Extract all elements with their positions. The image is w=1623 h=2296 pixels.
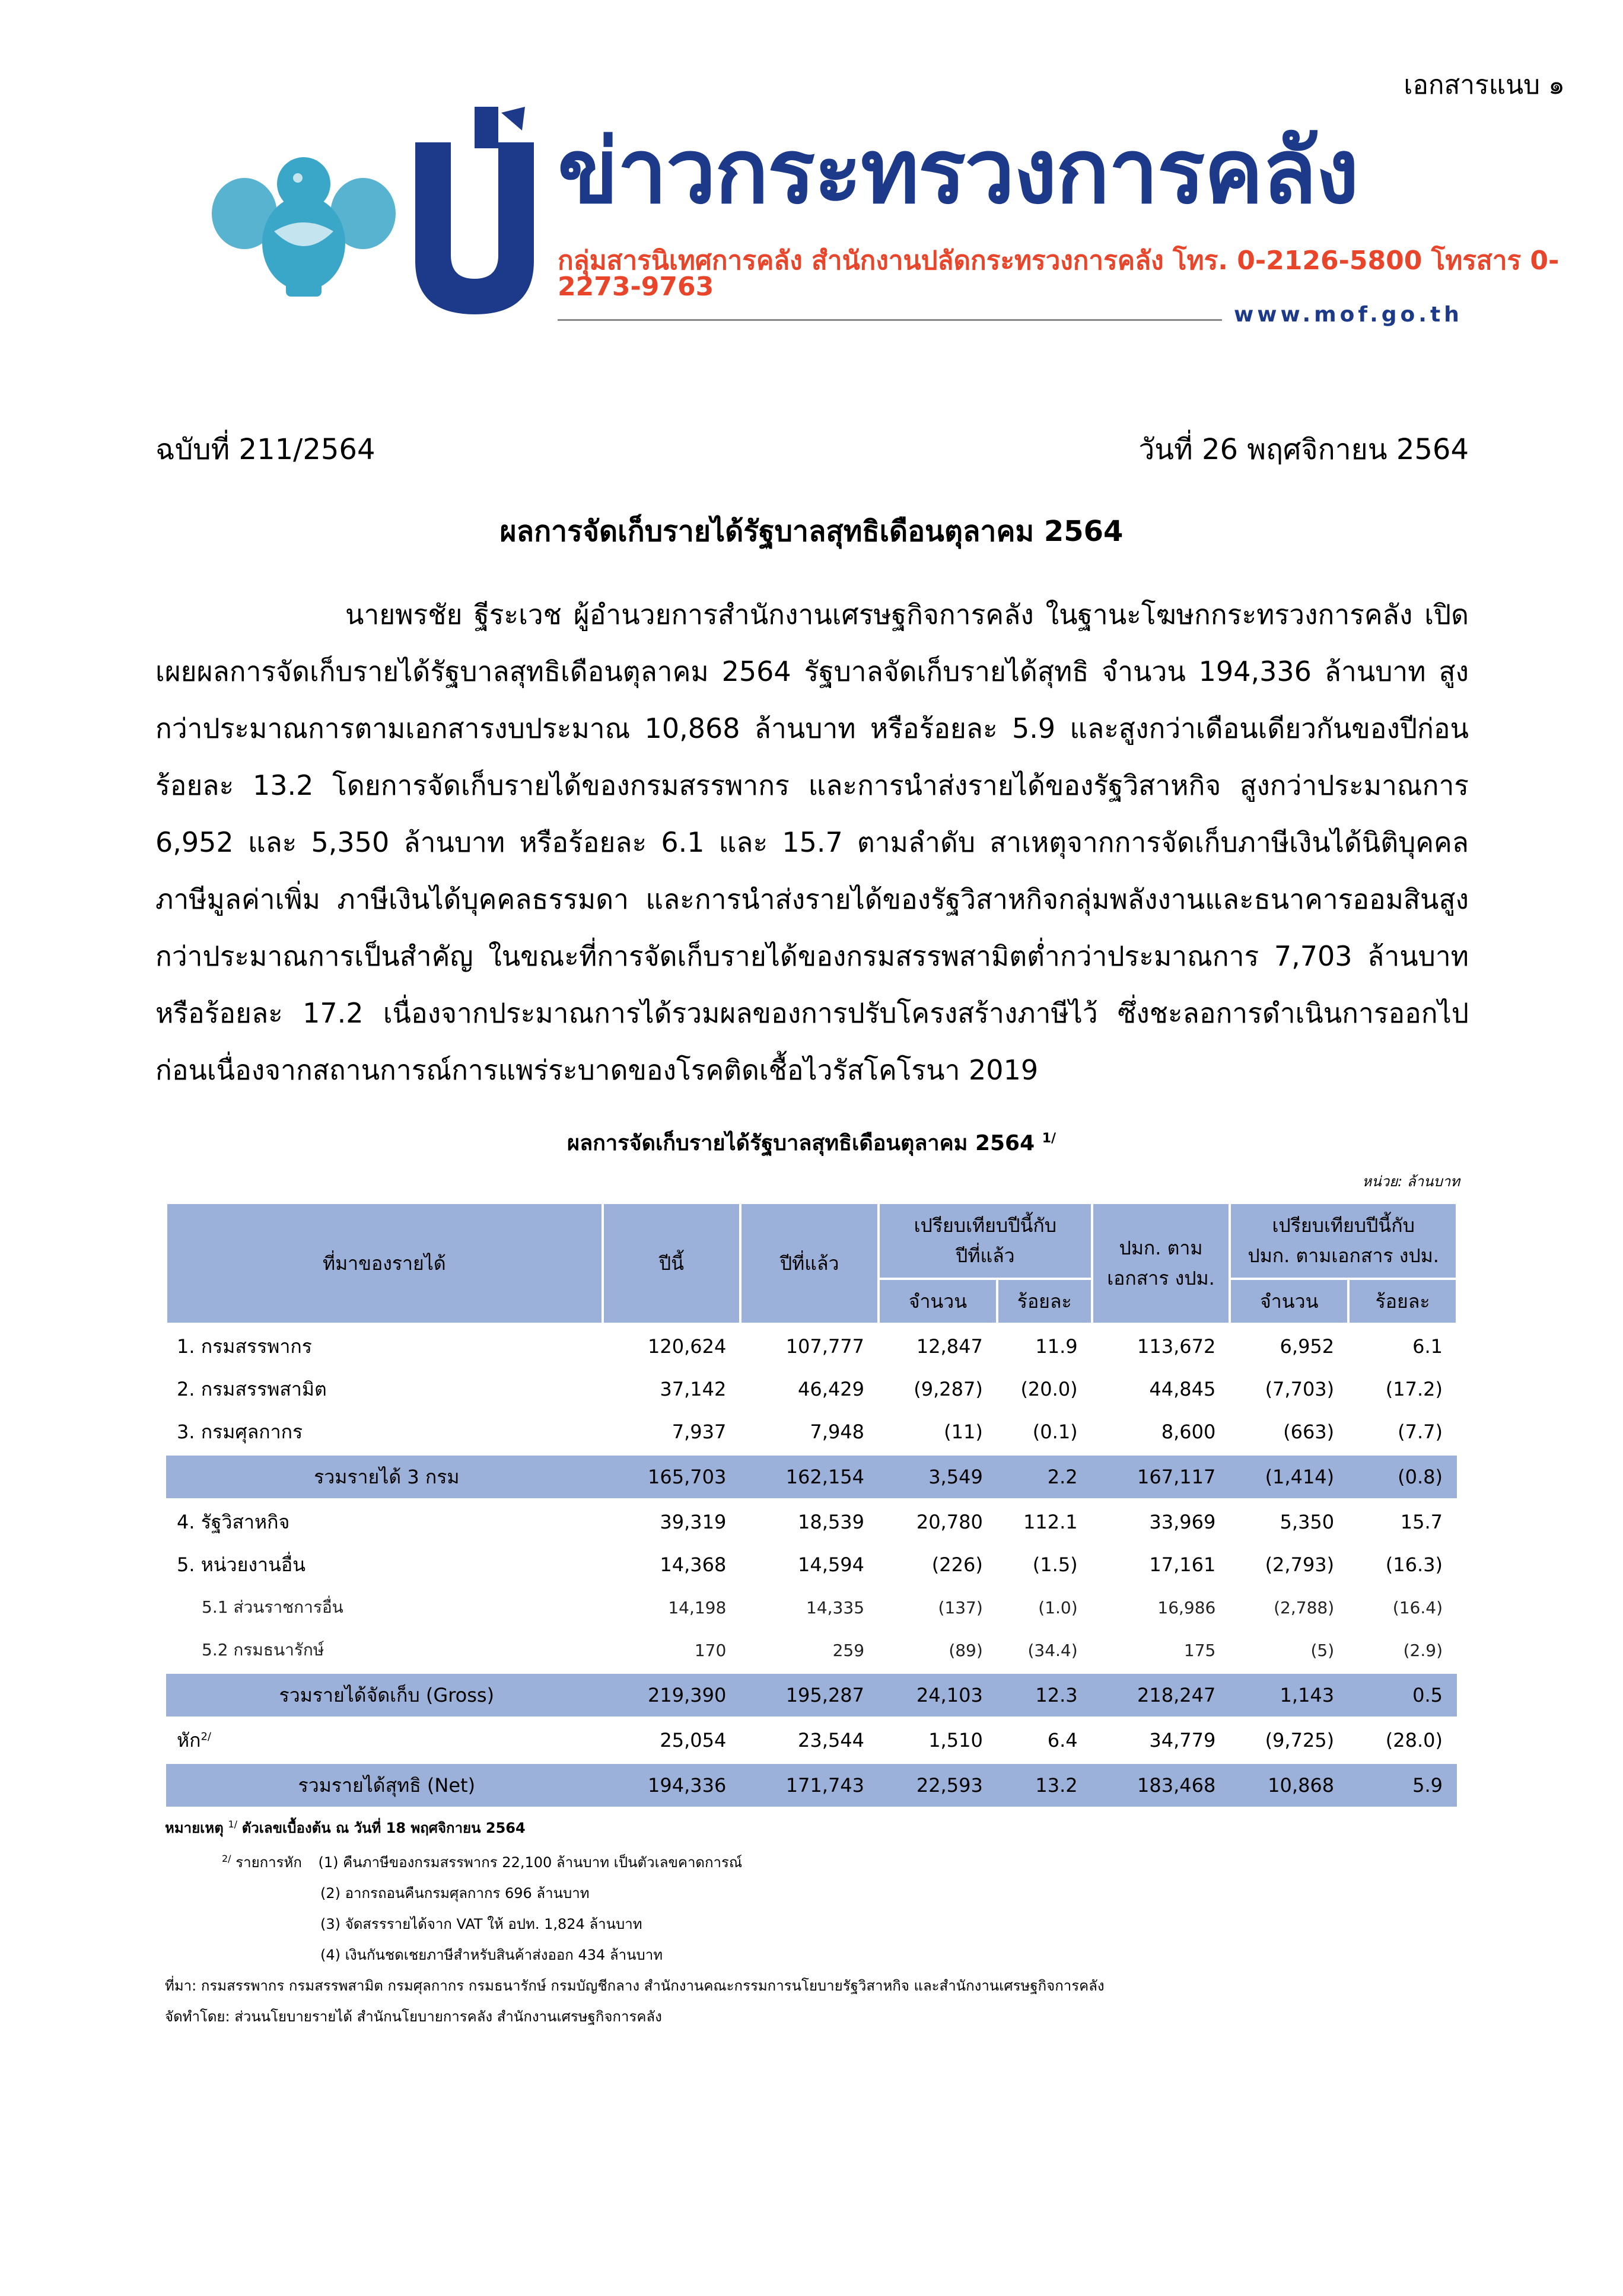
cell-value: (9,725) [1265, 1729, 1335, 1752]
cell-value: 22,593 [879, 1763, 997, 1808]
cell-value: 120,624 [647, 1335, 727, 1358]
body-paragraph [155, 586, 1469, 1098]
cell-value: 6.4 [1047, 1729, 1078, 1752]
cell-value: 10,868 [1230, 1763, 1348, 1808]
header-compare-estimate [1230, 1203, 1457, 1279]
page-title: ผลการจัดเก็บรายได้รัฐบาลสุทธิเดือนตุลาคม 2564 [499, 515, 1124, 548]
row-label [166, 1324, 603, 1368]
row-label-text: 5.1 ส่วนราชการอื่น [202, 1597, 343, 1617]
cell-value: 46,429 [798, 1378, 865, 1400]
row-label-text: 3. กรมศุลกากร [177, 1420, 303, 1443]
cell-value: (137) [938, 1597, 983, 1617]
cell-value: 16,986 [1157, 1597, 1216, 1617]
row-label [166, 1543, 603, 1586]
cell-value: (1,414) [1230, 1454, 1348, 1499]
cell-value: 44,845 [1149, 1378, 1216, 1400]
table-row [166, 1629, 1457, 1673]
cell-value: 5.9 [1348, 1763, 1457, 1808]
cell-value: (226) [931, 1553, 983, 1576]
cell-value: 14,594 [798, 1553, 865, 1576]
cell-value: (7,703) [1265, 1378, 1335, 1400]
cell-value: (2,793) [1265, 1553, 1335, 1576]
cell-value: (9,287) [914, 1378, 983, 1400]
masthead-glyph-icon [403, 107, 540, 320]
cell-value: 14,368 [660, 1553, 727, 1576]
row-label [166, 1368, 603, 1410]
remark-label: หมายเหตุ [165, 1820, 224, 1836]
cell-value: (1.5) [1032, 1553, 1078, 1576]
row-label [166, 1586, 603, 1629]
footnote-1 [165, 1809, 1105, 1843]
cell-value: 218,247 [1092, 1673, 1230, 1718]
masthead-url[interactable]: www.mof.go.th [1234, 302, 1463, 327]
header-percent-1: ร้อยละ [997, 1279, 1092, 1324]
row-label-text: หัก [177, 1728, 201, 1752]
cell-value: (7.7) [1398, 1421, 1443, 1443]
cell-value: (20.0) [1020, 1378, 1078, 1400]
cell-value: 17,161 [1149, 1553, 1216, 1576]
cell-value: (1.0) [1038, 1597, 1078, 1617]
cell-value: 219,390 [603, 1673, 741, 1718]
cell-value: 6.1 [1412, 1335, 1443, 1358]
cell-value: 195,287 [740, 1673, 879, 1718]
cell-value: 5,350 [1280, 1511, 1335, 1533]
cell-value: 1,143 [1230, 1673, 1348, 1718]
cell-value: 11.9 [1035, 1335, 1078, 1358]
cell-value: (28.0) [1385, 1729, 1443, 1752]
cell-value: 183,468 [1092, 1763, 1230, 1808]
table-row [166, 1718, 1457, 1763]
row-label [166, 1410, 603, 1454]
row-label-text: 2. กรมสรรพสามิต [177, 1377, 327, 1400]
footnote-2 [165, 1843, 1105, 1878]
issue-number: ฉบับที่ 211/2564 [155, 433, 375, 466]
row-label [166, 1673, 603, 1718]
header-amount-2: จำนวน [1230, 1279, 1348, 1324]
table-row [166, 1586, 1457, 1629]
footnotes [165, 1809, 1105, 2032]
row-label [166, 1499, 603, 1543]
cell-value: (89) [949, 1640, 983, 1660]
row-label-text: 4. รัฐวิสาหกิจ [177, 1510, 290, 1533]
table-row [166, 1368, 1457, 1410]
cell-value: 113,672 [1137, 1335, 1216, 1358]
header-estimate [1092, 1203, 1230, 1324]
header-percent-2: ร้อยละ [1348, 1279, 1457, 1324]
row-label [166, 1454, 603, 1499]
header-compare-last-line2: ปีที่แล้ว [956, 1244, 1015, 1267]
table-unit: หน่วย: ล้านบาท [1362, 1173, 1460, 1190]
masthead-title: ข่าวกระทรวงการคลัง [558, 120, 1358, 224]
cell-value: (16.4) [1392, 1597, 1443, 1617]
cell-value: 14,335 [806, 1597, 865, 1617]
note1-mark: 1/ [228, 1819, 238, 1830]
cell-value: 194,336 [603, 1763, 741, 1808]
cell-value: (34.4) [1027, 1640, 1078, 1660]
cell-value: (16.3) [1385, 1553, 1443, 1576]
table-title-text: ผลการจัดเก็บรายได้รัฐบาลสุทธิเดือนตุลาคม 2564 [567, 1131, 1035, 1155]
cell-value: 23,544 [798, 1729, 865, 1752]
table-row [166, 1543, 1457, 1586]
table-row [166, 1499, 1457, 1543]
cell-value: 171,743 [740, 1763, 879, 1808]
row-label-text: รวมรายได้ 3 กรม [314, 1465, 460, 1488]
cell-value: 107,777 [785, 1335, 865, 1358]
cell-value: 3,549 [879, 1454, 997, 1499]
cell-value: (663) [1283, 1421, 1335, 1443]
note1-text: ตัวเลขเบื้องต้น ณ วันที่ 18 พฤศจิกายน 2564 [241, 1820, 526, 1836]
cell-value: 12.3 [997, 1673, 1092, 1718]
row-label-text: รวมรายได้สุทธิ (Net) [298, 1773, 476, 1797]
issue-date: วันที่ 26 พฤศจิกายน 2564 [1138, 433, 1469, 466]
cell-value: 170 [694, 1640, 727, 1660]
header-estimate-line2: เอกสาร งปม. [1107, 1267, 1215, 1289]
header-compare-last-year [879, 1203, 1092, 1279]
cell-value: (0.8) [1348, 1454, 1457, 1499]
cell-value: 37,142 [660, 1378, 727, 1400]
header-last-year: ปีที่แล้ว [740, 1203, 879, 1324]
note2-mark: 2/ [222, 1853, 231, 1864]
cell-value: 33,969 [1149, 1511, 1216, 1533]
cell-value: 7,937 [672, 1421, 727, 1443]
cell-value: (5) [1310, 1640, 1335, 1660]
cell-value: 7,948 [810, 1421, 865, 1443]
cell-value: 39,319 [660, 1511, 727, 1533]
header-source: ที่มาของรายได้ [166, 1203, 603, 1324]
deduction-1: (1) คืนภาษีของกรมสรรพากร 22,100 ล้านบาท เป็นตัวเลขคาดการณ์ [318, 1854, 743, 1871]
table-title [0, 1126, 1623, 1160]
row-label [166, 1629, 603, 1673]
header-this-year: ปีนี้ [603, 1203, 741, 1324]
cell-value: 24,103 [879, 1673, 997, 1718]
row-label-text: 5.2 กรมธนารักษ์ [202, 1640, 324, 1660]
attachment-label: เอกสารแนบ ๑ [1404, 70, 1565, 100]
deduction-4: (4) เงินกันชดเชยภาษีสำหรับสินค้าส่งออก 434 ล้านบาท [320, 1947, 663, 1963]
cell-value: 18,539 [798, 1511, 865, 1533]
table-title-note: 1/ [1042, 1131, 1056, 1146]
cell-value: 1,510 [928, 1729, 983, 1752]
row-label [166, 1763, 603, 1808]
header-compare-last-line1: เปรียบเทียบปีนี้กับ [914, 1214, 1057, 1237]
cell-value: (2.9) [1403, 1640, 1443, 1660]
header-amount-1: จำนวน [879, 1279, 997, 1324]
header-compare-est-line2: ปมก. ตามเอกสาร งปม. [1248, 1244, 1439, 1267]
source-note: ที่มา: กรมสรรพากร กรมสรรพสามิต กรมศุลกากร กรมธนารักษ์ กรมบัญชีกลาง สำนักงานคณะกรรมการนโยบายรัฐวิสาหกิจ และสำนักงานเศรษฐกิจการคลัง [165, 1977, 1105, 1994]
cell-value: 20,780 [916, 1511, 983, 1533]
cell-value: 12,847 [916, 1335, 983, 1358]
cell-value: 15.7 [1400, 1511, 1443, 1533]
cell-value: 8,600 [1161, 1421, 1216, 1443]
header-compare-est-line1: เปรียบเทียบปีนี้กับ [1272, 1214, 1415, 1237]
row-label [166, 1718, 603, 1763]
table-row [166, 1454, 1457, 1499]
garuda-emblem-icon [209, 142, 399, 302]
deduction-2: (2) อากรถอนคืนกรมศุลกากร 696 ล้านบาท [320, 1885, 590, 1902]
prepared-by: จัดทำโดย: ส่วนนโยบายรายได้ สำนักนโยบายการคลัง สำนักงานเศรษฐกิจการคลัง [165, 2008, 662, 2025]
revenue-table [165, 1202, 1458, 1809]
cell-value: 112.1 [1023, 1511, 1078, 1533]
cell-value: (0.1) [1032, 1421, 1078, 1443]
masthead-subtitle: กลุ่มสารนิเทศการคลัง สำนักงานปลัดกระทรวงการคลัง โทร. 0-2126-5800 โทรสาร 0-2273-9763 [558, 246, 1560, 302]
table-row [166, 1763, 1457, 1808]
row-label-text: 1. กรมสรรพากร [177, 1335, 312, 1358]
cell-value: 165,703 [603, 1454, 741, 1499]
cell-value: 0.5 [1348, 1673, 1457, 1718]
cell-value: 6,952 [1280, 1335, 1335, 1358]
row-note-mark: 2/ [201, 1730, 211, 1743]
table-row [166, 1673, 1457, 1718]
cell-value: 162,154 [740, 1454, 879, 1499]
cell-value: 2.2 [997, 1454, 1092, 1499]
deduction-3: (3) จัดสรรรายได้จาก VAT ให้ อปท. 1,824 ล้านบาท [320, 1916, 642, 1932]
header-estimate-line1: ปมก. ตาม [1119, 1237, 1203, 1259]
body-text: นายพรชัย ฐีระเวช ผู้อำนวยการสำนักงานเศรษฐกิจการคลัง ในฐานะโฆษกกระทรวงการคลัง เปิดเผยผลการจัดเก็บรายได้รัฐบาลสุทธิเดือนตุลาคม 2564 รัฐบาลจัดเก็บรายได้สุทธิ จำนวน 194,336 ล้านบาท สูงกว่าประมาณการตามเอกสารงบประมาณ 10,868 ล้านบาท หรือร้อยละ 5.9 และสูงกว่าเดือนเดียวกันของปีก่อน ร้อยละ 13.2 โดยการจัดเก็บรายได้ของกรมสรรพากร และการนำส่งรายได้ของรัฐวิสาหกิจ สูงกว่าประมาณการ 6,952 และ 5,350 ล้านบาท หรือร้อยละ 6.1 และ 15.7 ตามลำดับ สาเหตุจากการจัดเก็บภาษีเงินได้นิติบุคคล ภาษีมูลค่าเพิ่ม ภาษีเงินได้บุคคลธรรมดา และการนำส่งรายได้ของรัฐวิสาหกิจกลุ่มพลังงานและธนาคารออมสินสูงกว่าประมาณการเป็นสำคัญ ในขณะที่การจัดเก็บรายได้ของกรมสรรพสามิตต่ำกว่าประมาณการ 7,703 ล้านบาท หรือร้อยละ 17.2 เนื่องจากประมาณการได้รวมผลของการปรับโครงสร้างภาษีไว้ ซึ่งชะลอการดำเนินการออกไปก่อนเนื่องจากสถานการณ์การแพร่ระบาดของโรคติดเชื้อไวรัสโคโรนา 2019 [155, 598, 1469, 1086]
table-row [166, 1324, 1457, 1368]
cell-value: 167,117 [1092, 1454, 1230, 1499]
cell-value: 175 [1183, 1640, 1216, 1660]
cell-value: (17.2) [1385, 1378, 1443, 1400]
cell-value: 34,779 [1149, 1729, 1216, 1752]
cell-value: (2,788) [1274, 1597, 1335, 1617]
note2-label: รายการหัก [236, 1854, 302, 1871]
cell-value: 13.2 [997, 1763, 1092, 1808]
masthead-divider [558, 319, 1222, 321]
cell-value: (11) [944, 1421, 983, 1443]
row-label-text: 5. หน่วยงานอื่น [177, 1553, 305, 1576]
row-label-text: รวมรายได้จัดเก็บ (Gross) [279, 1683, 495, 1706]
cell-value: 14,198 [668, 1597, 727, 1617]
cell-value: 25,054 [660, 1729, 727, 1752]
cell-value: 259 [832, 1640, 865, 1660]
table-row [166, 1410, 1457, 1454]
